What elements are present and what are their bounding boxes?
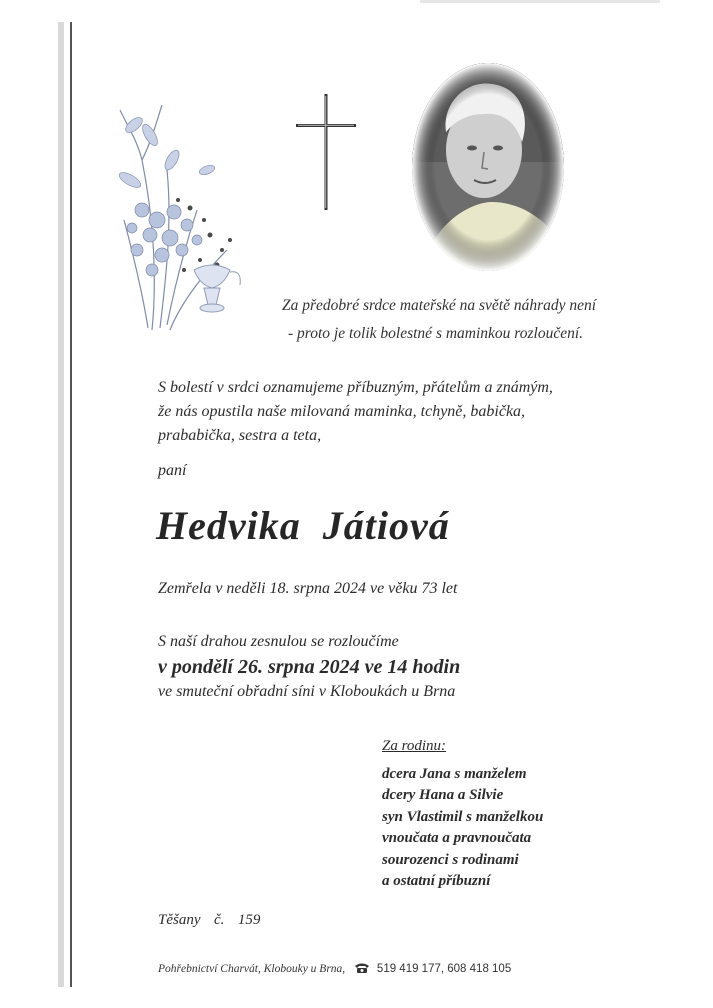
left-border-line <box>70 22 72 987</box>
ceremony-info <box>158 630 460 704</box>
family-member: vnoučata a pravnoučata <box>382 830 532 846</box>
portrait-photo <box>412 62 564 272</box>
quote-line: - proto je tolik bolestné s maminkou rozloučení. <box>288 325 584 342</box>
announcement-line: S bolestí v srdci oznamujeme příbuzným, přátelům a známým, <box>158 379 553 396</box>
ceremony-location: ve smuteční obřadní síni v Kloboukách u Brna <box>158 683 456 700</box>
salutation: paní <box>158 462 187 479</box>
family-list <box>382 736 543 893</box>
ceremony-line: S naší drahou zesnulou se rozloučíme <box>158 633 399 650</box>
family-member: a ostatní příbuzní <box>382 873 491 889</box>
address: Těšany č. 159 <box>158 912 261 928</box>
family-member: dcera Jana s manželem <box>382 765 527 782</box>
memorial-quote <box>282 292 596 348</box>
family-member: dcery Hana a Silvie <box>382 787 504 803</box>
phone-icon <box>354 962 370 974</box>
family-header: Za rodinu: <box>382 738 447 754</box>
top-edge-shadow <box>420 0 660 3</box>
family-member: syn Vlastimil s manželkou <box>382 808 544 825</box>
flower-vase-illustration <box>112 100 252 335</box>
funeral-service-footer <box>158 962 511 975</box>
announcement-line: že nás opustila naše milovaná maminka, tchyně, babička, <box>158 403 526 420</box>
announcement-text <box>158 376 553 448</box>
family-member: sourozenci s rodinami <box>382 851 519 868</box>
left-border-bar <box>58 22 64 987</box>
ceremony-date: v pondělí 26. srpna 2024 ve 14 hodin <box>158 656 461 678</box>
quote-line: Za předobré srdce mateřské na světě náhrady není <box>282 297 597 314</box>
death-date-line: Zemřela v neděli 18. srpna 2024 ve věku 73 let <box>158 580 458 597</box>
cross-icon <box>296 94 358 212</box>
phone-numbers: 519 419 177, 608 418 105 <box>376 963 512 975</box>
deceased-name: Hedvika Játiová <box>156 503 450 548</box>
funeral-company: Pohřebnictví Charvát, Klobouky u Brna, <box>158 963 346 975</box>
announcement-line: prababička, sestra a teta, <box>158 427 322 444</box>
